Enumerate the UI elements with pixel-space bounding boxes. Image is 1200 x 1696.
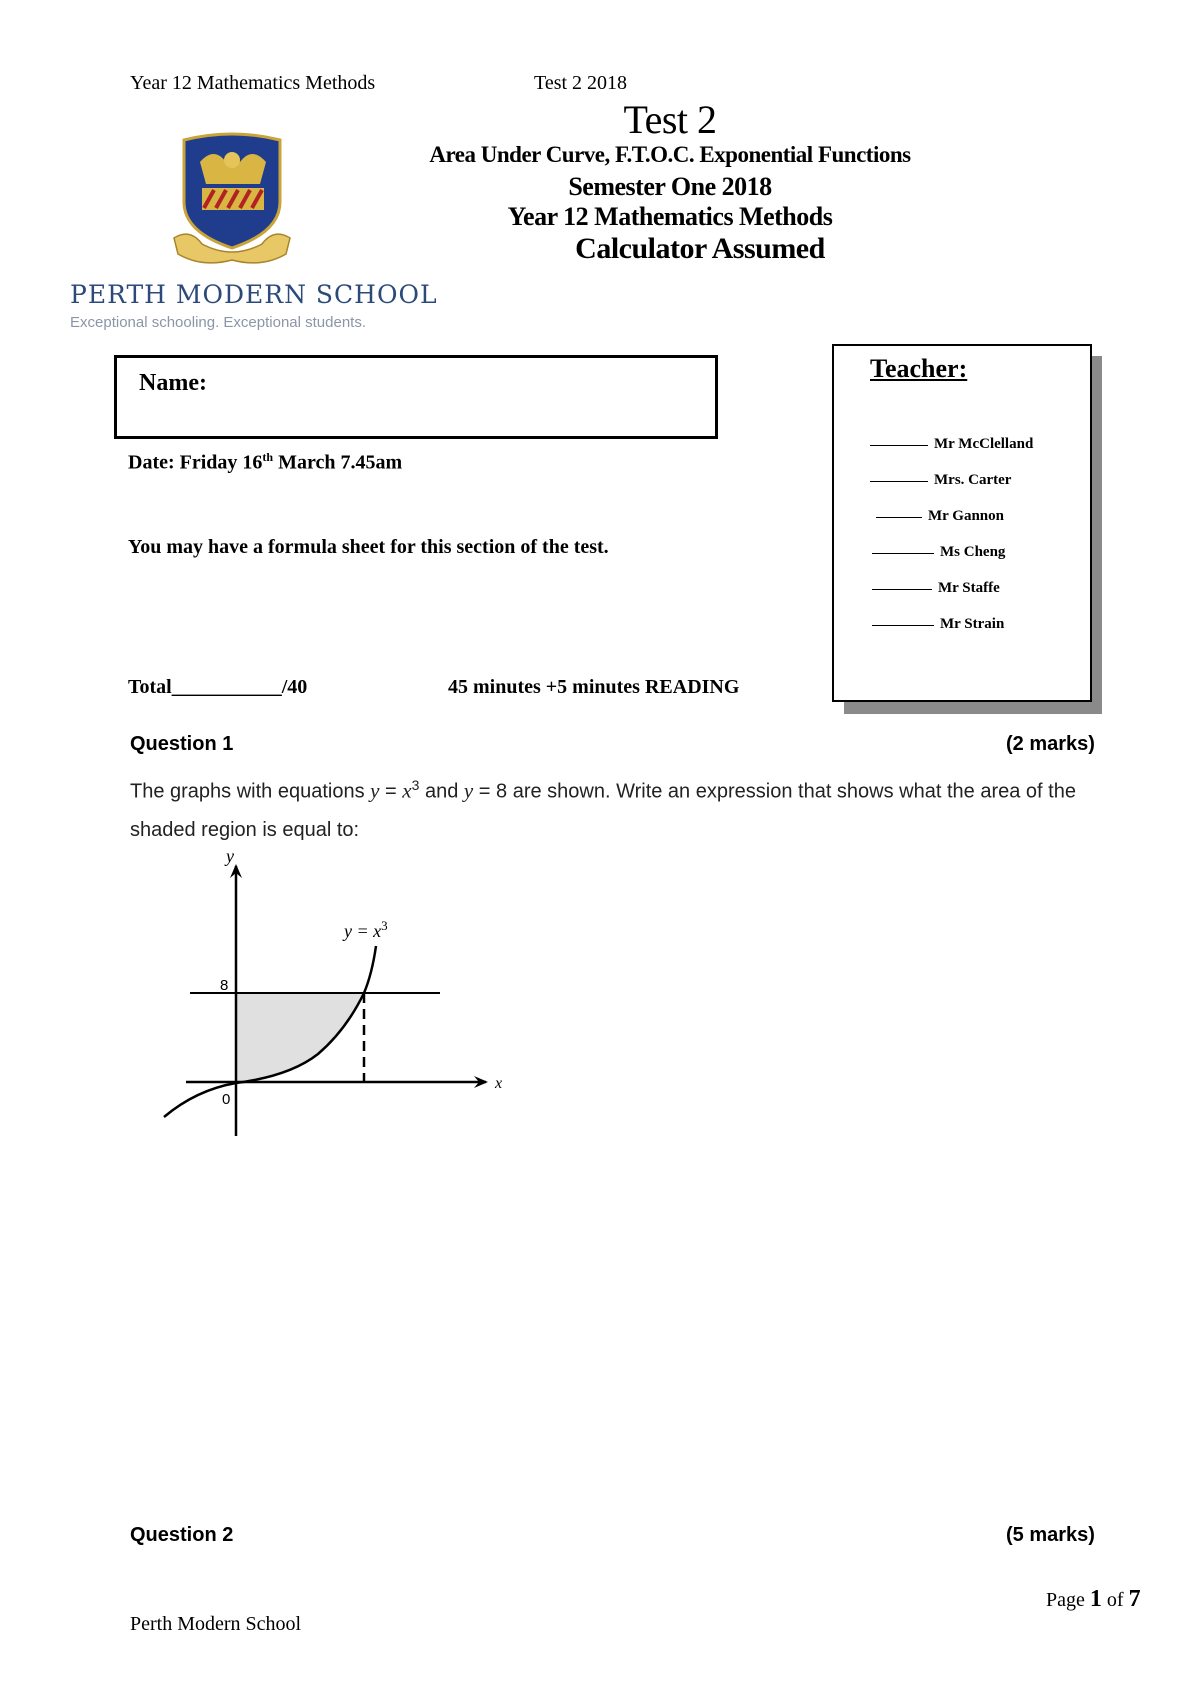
date-suffix: th [262,450,274,464]
q1-exponent: 3 [411,777,420,793]
footer-school: Perth Modern School [130,1613,302,1635]
q1-var-x: x [402,778,412,803]
origin-label: 0 [222,1091,231,1108]
teacher-name: Mrs. Carter [934,472,1012,488]
teacher-option[interactable] [870,436,1033,453]
date-rest: March 7.45am [273,451,403,474]
question-2-marks: (5 marks) [1006,1524,1095,1546]
header-course: Year 12 Mathematics Methods [130,72,376,94]
date-prefix: Date: Friday 16 [128,451,263,474]
question-2-heading: Question 2 [130,1524,234,1546]
time-allowance: 45 minutes +5 minutes READING [448,676,740,698]
teacher-option[interactable] [876,508,1004,525]
test-calculator: Calculator Assumed [575,232,825,265]
question-1-text [130,766,1140,849]
page-total: 7 [1128,1586,1141,1612]
teacher-box [832,344,1092,702]
school-tagline: Exceptional schooling. Exceptional students. [70,314,367,331]
teacher-name: Mr McClelland [934,436,1034,452]
total-label: Total [128,676,172,698]
name-field[interactable] [114,355,718,439]
total-blank[interactable]: ___________ [171,676,282,698]
page-current: 1 [1089,1586,1102,1612]
page-of: of [1101,1589,1129,1611]
total-score [128,676,307,699]
q1-equals: = [379,780,403,803]
test-semester: Semester One 2018 [568,172,772,201]
teacher-option[interactable] [870,472,1011,489]
q1-text-part: The graphs with equations [130,780,371,803]
shaded-region [236,993,364,1083]
page-number [1046,1586,1141,1613]
header-test: Test 2 2018 [534,72,628,94]
curve-label-text: y = x [344,921,382,941]
q1-text-part: and [419,780,464,803]
teacher-title: Teacher: [870,354,968,383]
question-1-heading: Question 1 [130,733,234,755]
tick-8: 8 [220,977,229,994]
teacher-option[interactable] [872,580,1000,597]
q1-var-y: y [370,778,380,803]
q1-text-part: = 8 are shown. Write an expression that shows what the area of the shaded region is equal to: [130,780,1076,841]
teacher-option[interactable] [872,616,1004,633]
q1-var-y: y [463,778,474,803]
x-axis-label: x [495,1075,503,1092]
teacher-option[interactable] [872,544,1005,561]
question-1-graph [150,840,520,1140]
school-crest-logo [170,132,294,266]
total-out-of: /40 [281,676,308,698]
teacher-name: Ms Cheng [940,544,1006,560]
y-axis-label: y [226,846,234,866]
test-date [128,450,402,475]
test-title: Test 2 [623,97,717,142]
teacher-name: Mr Staffe [938,580,1000,596]
formula-sheet-note: You may have a formula sheet for this section of the test. [128,536,609,558]
school-name: PERTH MODERN SCHOOL [70,280,438,309]
teacher-name: Mr Strain [940,616,1005,632]
teacher-name: Mr Gannon [928,508,1004,524]
curve-label-exp: 3 [381,918,388,933]
page-prefix: Page [1046,1589,1090,1611]
test-topics: Area Under Curve, F.T.O.C. Exponential Functions [429,142,911,167]
test-course: Year 12 Mathematics Methods [507,202,833,231]
name-label: Name: [139,370,207,396]
question-1-marks: (2 marks) [1006,733,1095,755]
curve-label [342,918,388,941]
